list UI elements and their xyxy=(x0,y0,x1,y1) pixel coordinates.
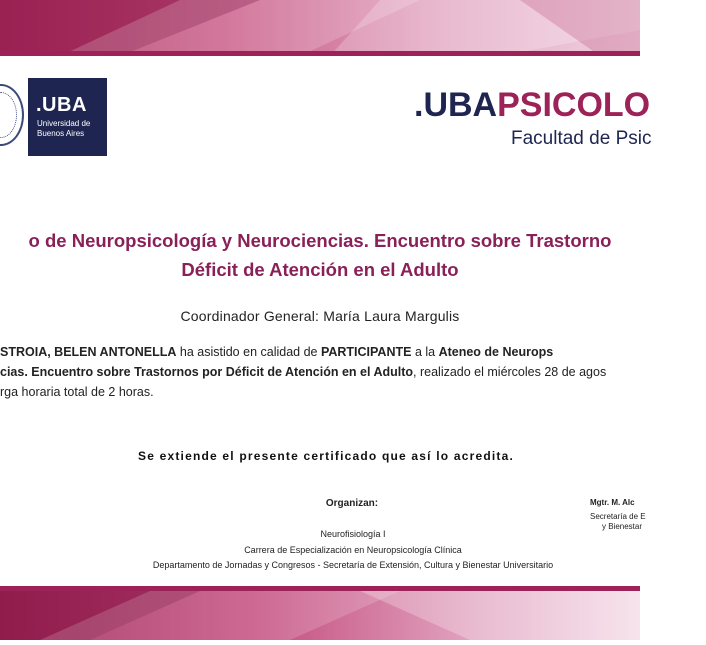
university-seal-ring xyxy=(0,92,17,138)
certificate-title xyxy=(0,226,680,284)
organizer-line: Carrera de Especialización en Neuropsicología Clínica xyxy=(244,544,462,555)
body-line-2-rest: , realizado el miércoles 28 de agos xyxy=(413,365,607,379)
certificate-title-line1: o de Neuropsicología y Neurociencias. Encuentro sobre Trastorno xyxy=(28,230,612,251)
closing-statement: Se extiende el presente certificado que así lo acredita. xyxy=(138,449,514,463)
organizer-line: Departamento de Jornadas y Congresos - Secretaría de Extensión, Cultura y Bienestar Universitario xyxy=(152,560,554,570)
organizers-label: Organizan: xyxy=(325,498,379,509)
top-band-stripe xyxy=(0,51,640,56)
top-band-swoosh xyxy=(0,0,640,56)
bottom-band-swoosh xyxy=(0,586,640,640)
body-line-2 xyxy=(0,365,606,379)
uba-psicologia-logo xyxy=(414,86,650,124)
psico-logo-word: PSICOLO xyxy=(497,86,651,124)
top-decorative-band xyxy=(0,0,640,56)
psico-logo-uba: .UBA xyxy=(414,86,498,124)
participant-role: PARTICIPANTE xyxy=(320,345,412,359)
facultad-label: Facultad de Psic xyxy=(511,128,652,149)
event-name-part2: cias. Encuentro sobre Trastornos por Déficit de Atención en el Adulto xyxy=(0,365,414,379)
signer-block xyxy=(590,498,646,532)
uba-logo xyxy=(28,78,107,156)
university-seal xyxy=(0,84,24,146)
organizers-list xyxy=(0,527,706,574)
body-line-3: rga horaria total de 2 horas. xyxy=(0,385,154,399)
organizer-line: Neurofisiología I xyxy=(320,529,386,539)
signer-role-line1: Secretaría de E xyxy=(590,512,646,521)
signer-name: Mgtr. M. Alc xyxy=(590,498,635,507)
signer-role-line2: y Bienestar xyxy=(602,522,643,531)
body-line-1-a: a la xyxy=(411,345,439,359)
coordinator-line: Coordinador General: María Laura Margulis xyxy=(180,308,460,324)
uba-logo-subtitle-line1: Universidad de xyxy=(37,119,91,128)
bottom-decorative-band xyxy=(0,586,640,640)
bottom-band-stripe xyxy=(0,586,640,591)
certificate-title-line2: Déficit de Atención en el Adulto xyxy=(181,259,459,280)
uba-logo-subtitle-line2: Buenos Aires xyxy=(37,129,85,138)
event-name-part1: Ateneo de Neurops xyxy=(438,345,554,359)
body-line-1 xyxy=(0,345,553,359)
uba-logo-word: .UBA xyxy=(36,94,87,116)
uba-logo-subtitle xyxy=(37,119,90,139)
participant-name: STROIA, BELEN ANTONELLA xyxy=(0,345,177,359)
body-line-1-mid: ha asistido en calidad de xyxy=(176,345,321,359)
